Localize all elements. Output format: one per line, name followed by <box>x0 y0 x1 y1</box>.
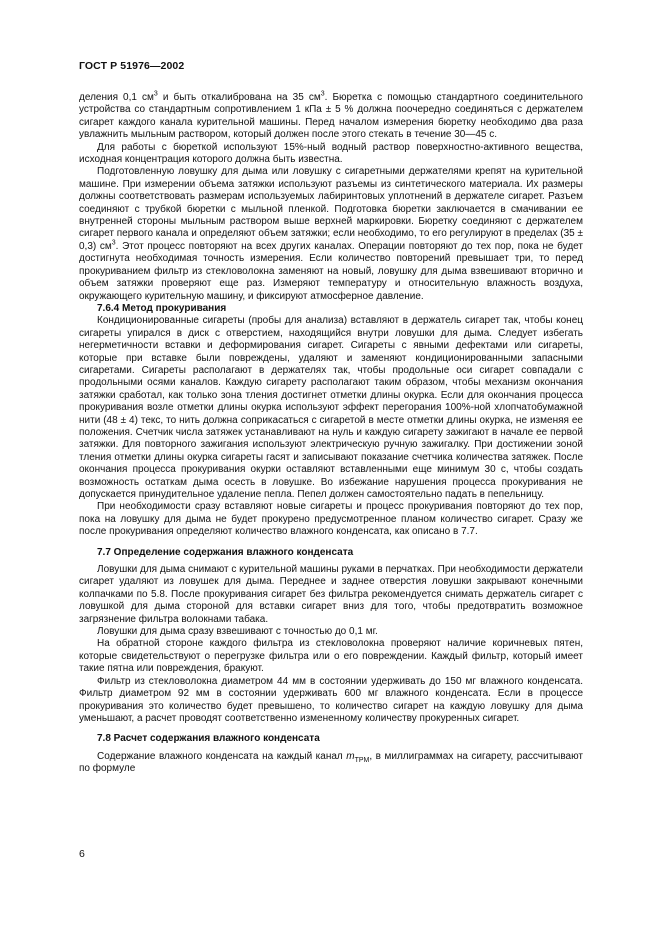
text-fragment: . Этот процесс повторяют на всех других каналах. Операции повторяют до тех пор, пока не будет достигнута необходимая точность измерения. Если количество повторений превышает три, то перед прокуриванием фильтр из стекловолокна заменяют на новый, ловушку для дыма взвешивают вторично и объем затяжки проверяют еще раз. Измеряют температуру и относительную влажность воздуха, окружающего курительную машину, и фиксируют атмосферное давление. <box>79 240 583 302</box>
subscript-tpm: TPM <box>354 756 370 764</box>
superscript-cube: 3 <box>320 90 325 98</box>
page-number: 6 <box>79 848 85 860</box>
paragraph-calculation <box>79 751 583 776</box>
paragraph-surfactant: Для работы с бюреткой используют 15%-ный водный раствор поверхностно-активного вещества, исходная концентрация которого должна быть известна. <box>79 141 583 166</box>
section-heading-7-7: 7.7 Определение содержания влажного конденсата <box>97 546 354 558</box>
document-code-header: ГОСТ Р 51976—2002 <box>79 60 185 72</box>
section-heading-7-8: 7.8 Расчет содержания влажного конденсата <box>97 733 320 745</box>
symbol-m: m <box>346 750 355 762</box>
paragraph-weighing: Ловушки для дыма сразу взвешивают с точностью до 0,1 мг. <box>97 626 378 638</box>
paragraph-repeat-smoking: При необходимости сразу вставляют новые сигареты и процесс прокуривания повторяют до тех пор, пока на ловушку для дыма не будет прокурено предусмотренное планом количество сигарет. Сразу же после прокуривания определяют количество влажного конденсата, как описано в 7.7. <box>79 501 583 538</box>
document-body <box>79 92 583 776</box>
paragraph-burette-calibration <box>79 92 583 142</box>
text-fragment: деления 0,1 см <box>79 92 154 103</box>
section-heading-7-6-4: 7.6.4 Метод прокуривания <box>97 302 227 314</box>
text-fragment: и быть откалибрована на 35 см <box>157 92 321 103</box>
text-fragment: Содержание влажного конденсата на каждый канал <box>97 750 347 762</box>
paragraph-smoking-method: Кондиционированные сигареты (пробы для анализа) вставляют в держатель сигарет так, чтобы конец сигареты упирался в диск с отверстием, находящийся внутри ловушки для дыма. Следует избегать негерметичности вставки и деформирования сигарет. Сигареты с явными дефектами или сигареты, которые при вставке были повреждены, удаляют и заменяют кондиционированными запасными сигаретами. Сигареты располагают в держателях так, чтобы продольные оси сигарет совпадали с продольными осями каналов. Каждую сигарету располагают таким образом, чтобы механизм окончания затяжки сработал, как только зона тления достигнет отметки длины окурка. Если для окончания процесса прокуривания возле отметки длины окурка используют эффект перегорания 100%-ной хлопчатобумажной нити (48 ± 4) текс, то нить должна соприкасаться с сигаретой в месте отметки длины окурка, не изменяя ее положения. Счетчик числа затяжек устанавливают на нуль и каждую сигарету зажигают в начале ее первой затяжки. Для повторного зажигания используют электрическую ручную зажигалку. При достижении зоной тления отметки длины окурка сигареты гасят и записывают показание счетчика количества затяжек. После окончания процесса прокуривания окурки оставляют вставленными еще минимум 30 с, чтобы создать возможность остаткам дыма осесть в ловушке. Во избежание нарушения процесса прокуривания не допускается принудительное удаление пепла. Пепел должен самостоятельно падать в пепельницу. <box>79 315 583 500</box>
paragraph-trap-removal: Ловушки для дыма снимают с курительной машины руками в перчатках. При необходимости держатели сигарет удаляют из ловушек для дыма. Переднее и заднее отверстия ловушки закрывают конечными колпачками по 5.8. После прокуривания сигарет без фильтра рекомендуется снимать держатель сигарет с ловушкой для дыма стороной для вставки сигарет вниз для того, чтобы предотвратить возможное загрязнение фильтра волокнами табака. <box>79 564 583 625</box>
paragraph-trap-setup <box>79 166 583 302</box>
text-fragment: , в миллиграммах на сигарету, рассчитывают по формуле <box>79 750 583 775</box>
paragraph-filter-check: На обратной стороне каждого фильтра из стекловолокна проверяют наличие коричневых пятен, которые свидетельствуют о перегрузке фильтра или о его повреждении. Каждый фильтр, который имеет такие пятна или повреждения, бракуют. <box>79 638 583 675</box>
text-fragment: . Бюретка с помощью стандартного соединительного устройства со стандартным сопротивлением 1 кПа ± 5 % должна поочередно соединяться с держателем сигарет каждого канала курительной машины. Перед началом измерения бюретку необходимо два раза увлажнить мыльным раствором, который должен после этого стекать в течение 30—45 с. <box>79 92 583 141</box>
text-fragment: Подготовленную ловушку для дыма или ловушку с сигаретными держателями крепят на курительной машине. При измерении объема затяжки используют разъемы из синтетического материала. Их размеры должны соответствовать размерам используемых лабиринтовых уплотнений в держателе сигарет. Разъем соединяют с трубкой бюретки с мыльной пленкой. Подготовка бюретки заключается в смачивании ее внутренней стороны мыльным раствором выше верхней маркировки. Бюретку соединяют с держателем сигарет первого канала и определяют объем затяжки; если необходимо, то его регулируют в пределах (35 ± 0,3) см <box>79 166 583 252</box>
superscript-cube: 3 <box>111 239 116 247</box>
paragraph-filter-capacity: Фильтр из стекловолокна диаметром 44 мм в состоянии удерживать до 150 мг влажного конденсата. Фильтр диаметром 92 мм в состоянии удерживать 600 мг влажного конденсата. Если в процессе прокуривания это количество будет превышено, то количество сигарет на каждую ловушку для дыма уменьшают, а расчет проводят соответственно измененному количеству прокуренных сигарет. <box>79 675 583 724</box>
superscript-cube: 3 <box>153 90 158 98</box>
